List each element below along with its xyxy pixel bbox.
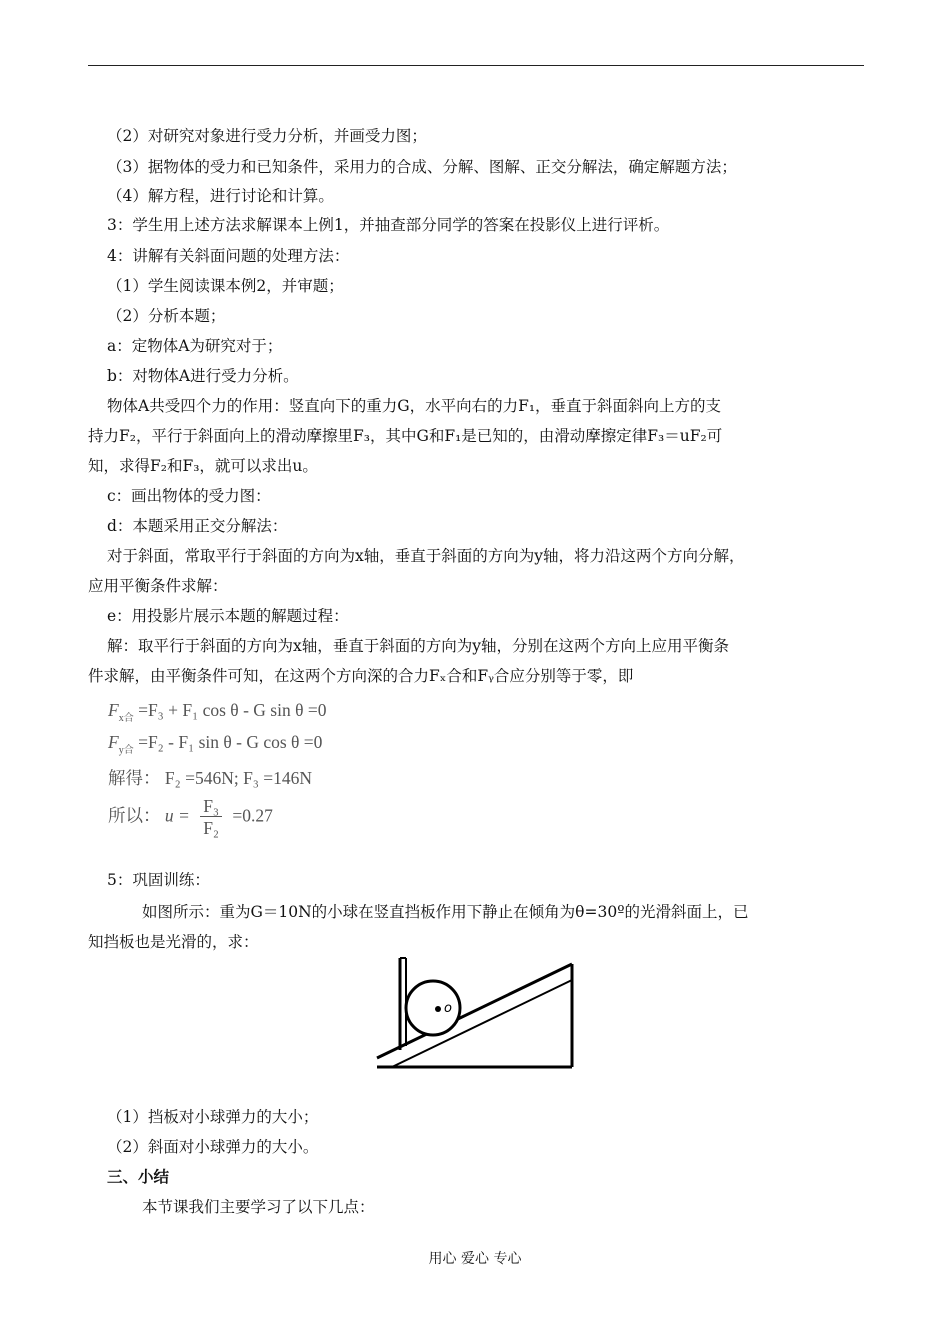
formula-u-result: =0.27 — [232, 805, 273, 826]
paragraph-axes-2: 应用平衡条件求解： — [88, 577, 228, 595]
formula-solved — [108, 765, 312, 790]
paragraph-forces-3: 知，求得F₂和F₃，就可以求出u。 — [88, 457, 318, 475]
sub-2: （2）分析本题； — [107, 307, 226, 325]
exercise-2: 知挡板也是光滑的，求： — [88, 933, 259, 951]
formula-u-var: u = — [164, 805, 190, 826]
header-rule — [88, 65, 864, 66]
incline-ball-diagram — [372, 950, 582, 1080]
section-summary-heading: 三、小结 — [107, 1167, 170, 1186]
formula-solved-rhs: F₂ =546N; F₃ =146N — [164, 768, 313, 788]
formula-fx-lhs: F — [108, 700, 119, 720]
ball-label-o: o — [444, 1001, 452, 1016]
ball-center-dot — [435, 1006, 441, 1012]
exercise-1: 如图所示：重为G＝10N的小球在竖直挡板作用下静止在倾角为θ=30º的光滑斜面上，已 — [142, 903, 749, 921]
formula-fy-rhs: =F₂ - F₁ sin θ - G cos θ =0 — [138, 732, 323, 752]
point-a: a：定物体A为研究对于； — [107, 337, 283, 355]
point-e: e：用投影片展示本题的解题过程： — [107, 607, 349, 625]
question-1: （1）挡板对小球弹力的大小； — [107, 1108, 319, 1126]
fraction-denominator: F₂ — [203, 818, 220, 838]
formula-fx-sub: x合 — [118, 713, 134, 724]
page-footer: 用心 爱心 专心 — [428, 1251, 522, 1267]
step-4: （4）解方程，进行讨论和计算。 — [107, 187, 334, 205]
formula-fy — [108, 732, 323, 756]
formula-u-prefix: 所以： — [108, 805, 161, 826]
point-c: c：画出物体的受力图： — [107, 487, 271, 505]
fraction-numerator: F₃ — [200, 796, 222, 817]
item-5: 5：巩固训练： — [107, 871, 210, 889]
formula-solved-prefix: 解得： — [108, 768, 161, 788]
point-b: b：对物体A进行受力分析。 — [107, 367, 299, 385]
formula-fy-sub: y合 — [118, 745, 134, 756]
item-4: 4：讲解有关斜面问题的处理方法： — [107, 247, 350, 265]
formula-u-fraction — [200, 796, 222, 839]
question-2: （2）斜面对小球弹力的大小。 — [107, 1138, 319, 1156]
solution-1: 解：取平行于斜面的方向为x轴，垂直于斜面的方向为y轴，分别在这两个方向上应用平衡条 — [107, 637, 730, 655]
paragraph-axes-1: 对于斜面，常取平行于斜面的方向为x轴，垂直于斜面的方向为y轴，将力沿这两个方向分解， — [107, 547, 745, 565]
formula-u — [108, 796, 273, 839]
solution-2: 件求解，由平衡条件可知，在这两个方向深的合力Fₓ合和Fᵧ合应分别等于零，即 — [88, 667, 634, 685]
step-3: （3）据物体的受力和已知条件，采用力的合成、分解、图解、正交分解法，确定解题方法； — [107, 158, 737, 176]
summary-intro: 本节课我们主要学习了以下几点： — [142, 1198, 375, 1216]
formula-fx-rhs: =F₃ + F₁ cos θ - G sin θ =0 — [138, 700, 327, 720]
formula-fy-lhs: F — [108, 732, 119, 752]
item-3: 3：学生用上述方法求解课本上例1，并抽查部分同学的答案在投影仪上进行评析。 — [107, 216, 670, 234]
formula-fx — [108, 700, 327, 724]
sub-1: （1）学生阅读课本例2，并审题； — [107, 277, 344, 295]
paragraph-forces-1: 物体A共受四个力的作用：竖直向下的重力G，水平向右的力F₁，垂直于斜面斜向上方的支 — [107, 397, 722, 415]
paragraph-forces-2: 持力F₂，平行于斜面向上的滑动摩擦里F₃，其中G和F₁是已知的，由滑动摩擦定律F₃＝uF₂可 — [88, 427, 723, 445]
point-d: d：本题采用正交分解法： — [107, 517, 288, 535]
step-2: （2）对研究对象进行受力分析，并画受力图； — [107, 127, 427, 145]
